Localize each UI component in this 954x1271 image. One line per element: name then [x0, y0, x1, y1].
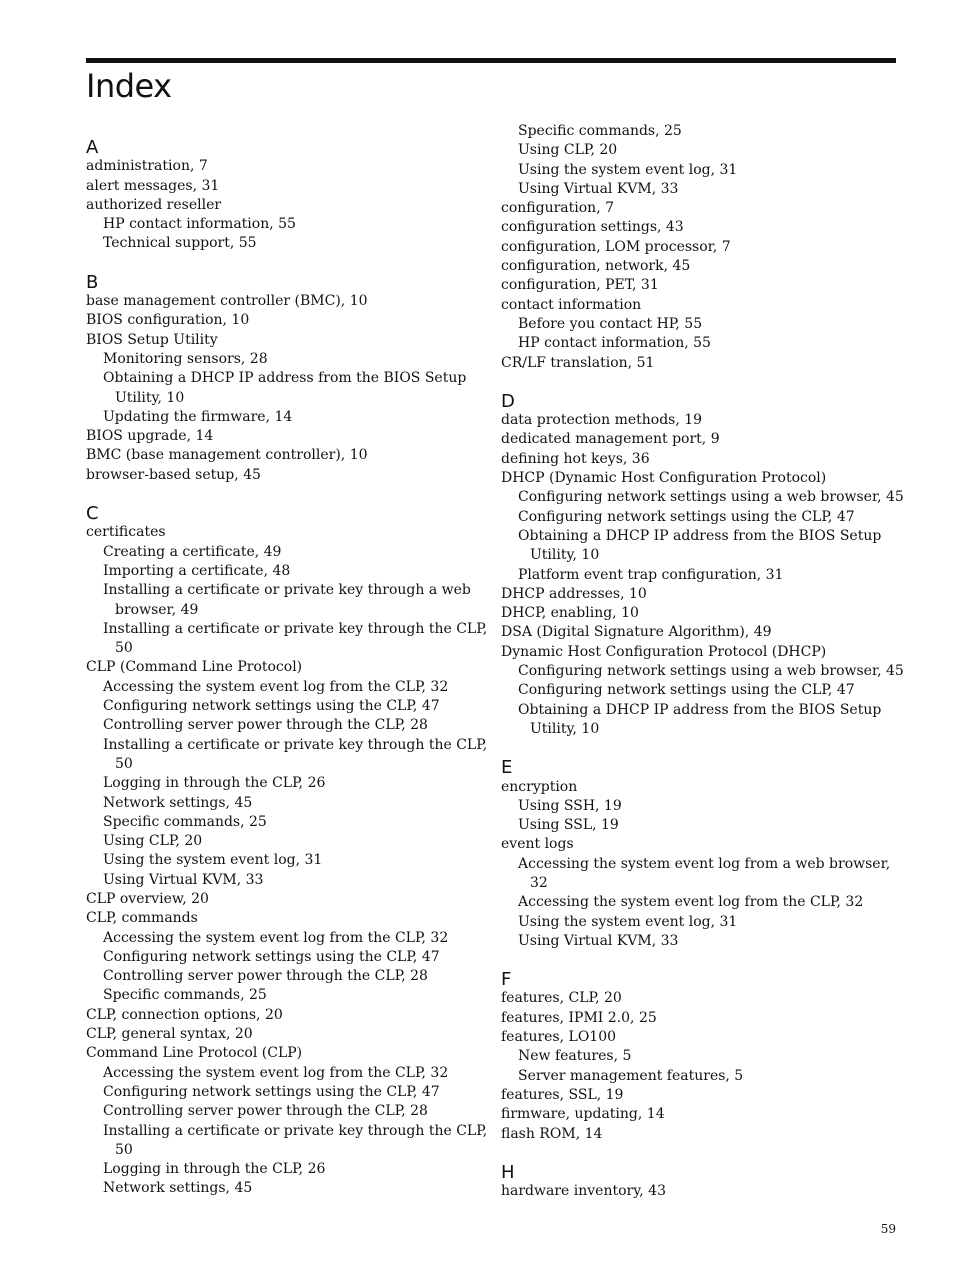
index-subentry: Obtaining a DHCP IP address from the BIOS Setup	[518, 701, 882, 718]
index-subentry: Accessing the system event log from the CLP, 32	[518, 894, 864, 911]
index-entry: authorized reseller	[86, 196, 222, 213]
index-entry: BIOS Setup Utility	[86, 331, 218, 348]
index-subentry: Installing a certificate or private key through the CLP,	[103, 1122, 488, 1139]
index-subentry: Using SSH, 19	[518, 797, 622, 814]
index-subentry: Configuring network settings using the CLP, 47	[103, 1083, 440, 1100]
page-number: 59	[880, 1222, 896, 1236]
index-subentry: Installing a certificate or private key through the CLP,	[103, 736, 488, 753]
index-entry: features, LO100	[501, 1029, 617, 1046]
index-entry: configuration, network, 45	[501, 258, 691, 275]
index-subentry: Using the system event log, 31	[518, 161, 738, 178]
index-entry: alert messages, 31	[86, 177, 220, 194]
index-subentry: Using the system event log, 31	[518, 913, 738, 930]
index-subentry: Installing a certificate or private key through the CLP,	[103, 620, 488, 637]
index-entry: CR/LF translation, 51	[501, 354, 655, 371]
index-subentry: Installing a certificate or private key through a web	[103, 582, 471, 599]
index-subentry: Using SSL, 19	[518, 817, 619, 834]
index-subentry: Controlling server power through the CLP, 28	[103, 717, 428, 734]
index-entry: CLP (Command Line Protocol)	[86, 659, 303, 676]
index-subentry: Configuring network settings using the CLP, 47	[103, 698, 440, 715]
index-entry-continuation: Utility, 10	[115, 389, 185, 406]
index-subentry: Logging in through the CLP, 26	[103, 1161, 326, 1178]
index-letter-heading: C	[86, 503, 99, 525]
page-title: Index	[86, 67, 172, 105]
index-subentry: Creating a certificate, 49	[103, 543, 282, 560]
index-entry: features, SSL, 19	[501, 1086, 624, 1103]
index-entry: CLP overview, 20	[86, 890, 209, 907]
index-subentry: Using Virtual KVM, 33	[518, 932, 679, 949]
index-column-right	[501, 122, 904, 1201]
index-column-left	[86, 138, 486, 1199]
index-entry: flash ROM, 14	[501, 1125, 603, 1142]
index-entry: Command Line Protocol (CLP)	[86, 1045, 303, 1062]
index-subentry: Specific commands, 25	[103, 987, 267, 1004]
index-letter-heading: D	[501, 390, 515, 412]
index-letter-heading: A	[86, 137, 99, 158]
index-entry: encryption	[501, 778, 578, 795]
index-subentry: Configuring network settings using the CLP, 47	[518, 508, 855, 525]
index-entry: dedicated management port, 9	[501, 431, 720, 448]
index-subentry: New features, 5	[518, 1048, 632, 1065]
index-subentry: Configuring network settings using the CLP, 47	[518, 682, 855, 699]
index-entry: CLP, commands	[86, 910, 198, 927]
index-subentry: Obtaining a DHCP IP address from the BIOS Setup	[518, 527, 882, 544]
index-subentry: Monitoring sensors, 28	[103, 350, 268, 367]
index-entry: Dynamic Host Configuration Protocol (DHCP)	[501, 643, 827, 660]
index-entry: certificates	[86, 524, 166, 541]
index-subentry: Accessing the system event log from the CLP, 32	[103, 1064, 449, 1081]
index-letter-heading: H	[501, 1161, 515, 1183]
index-entry: defining hot keys, 36	[501, 450, 650, 467]
index-entry: browser-based setup, 45	[86, 466, 261, 483]
index-entry: features, CLP, 20	[501, 990, 622, 1007]
index-subentry: Specific commands, 25	[103, 813, 267, 830]
index-entry-continuation: 32	[530, 874, 548, 891]
index-subentry: Network settings, 45	[103, 794, 253, 811]
index-subentry: Configuring network settings using a web browser, 45	[518, 489, 904, 506]
index-subentry: Controlling server power through the CLP, 28	[103, 1103, 428, 1120]
index-entry: base management controller (BMC), 10	[86, 293, 368, 310]
index-entry: data protection methods, 19	[501, 412, 703, 429]
index-entry: CLP, connection options, 20	[86, 1006, 283, 1023]
index-subentry: Configuring network settings using a web browser, 45	[518, 663, 904, 680]
index-entry: BMC (base management controller), 10	[86, 447, 368, 464]
index-subentry: Platform event trap configuration, 31	[518, 566, 784, 583]
index-entry: administration, 7	[86, 158, 208, 175]
index-subentry: HP contact information, 55	[518, 335, 711, 352]
index-entry: configuration, 7	[501, 200, 614, 217]
index-subentry: Technical support, 55	[103, 235, 257, 252]
index-subentry: Importing a certificate, 48	[103, 562, 291, 579]
index-entry: DHCP, enabling, 10	[501, 605, 639, 622]
index-entry: BIOS configuration, 10	[86, 312, 250, 329]
index-subentry: Using Virtual KVM, 33	[518, 180, 679, 197]
index-entry-continuation: Utility, 10	[530, 547, 600, 564]
index-subentry: HP contact information, 55	[103, 216, 296, 233]
index-subentry: Before you contact HP, 55	[518, 315, 703, 332]
index-subentry: Using CLP, 20	[103, 833, 203, 850]
index-subentry: Accessing the system event log from a web browser,	[518, 855, 891, 872]
index-entry: configuration settings, 43	[501, 219, 684, 236]
index-subentry: Controlling server power through the CLP, 28	[103, 968, 428, 985]
index-entry: CLP, general syntax, 20	[86, 1026, 253, 1043]
index-entry: contact information	[501, 296, 642, 313]
index-entry: features, IPMI 2.0, 25	[501, 1009, 657, 1026]
index-subentry: Configuring network settings using the CLP, 47	[103, 948, 440, 965]
index-entry: firmware, updating, 14	[501, 1106, 665, 1123]
index-subentry: Obtaining a DHCP IP address from the BIOS Setup	[103, 370, 467, 387]
index-subentry: Updating the firmware, 14	[103, 408, 293, 425]
index-entry: DHCP (Dynamic Host Configuration Protocol)	[501, 470, 827, 487]
index-entry: configuration, PET, 31	[501, 277, 659, 294]
index-subentry: Using CLP, 20	[518, 142, 618, 159]
index-letter-heading: E	[501, 757, 513, 779]
index-entry: BIOS upgrade, 14	[86, 428, 214, 445]
index-entry-continuation: 50	[115, 640, 133, 657]
index-entry-continuation: Utility, 10	[530, 720, 600, 737]
index-subentry: Using the system event log, 31	[103, 852, 323, 869]
index-letter-heading: B	[86, 271, 99, 293]
index-subentry: Using Virtual KVM, 33	[103, 871, 264, 888]
index-entry: event logs	[501, 836, 574, 853]
index-entry-continuation: browser, 49	[115, 601, 199, 618]
index-subentry: Accessing the system event log from the CLP, 32	[103, 678, 449, 695]
index-subentry: Logging in through the CLP, 26	[103, 775, 326, 792]
index-subentry: Network settings, 45	[103, 1180, 253, 1197]
index-entry: configuration, LOM processor, 7	[501, 238, 731, 255]
title-rule	[86, 58, 896, 63]
index-letter-heading: F	[501, 969, 512, 991]
index-subentry: Specific commands, 25	[518, 123, 682, 139]
index-subentry: Accessing the system event log from the CLP, 32	[103, 929, 449, 946]
index-entry-continuation: 50	[115, 755, 133, 772]
index-entry-continuation: 50	[115, 1141, 133, 1158]
index-entry: hardware inventory, 43	[501, 1183, 666, 1200]
index-entry: DHCP addresses, 10	[501, 585, 647, 602]
index-subentry: Server management features, 5	[518, 1067, 744, 1084]
index-entry: DSA (Digital Signature Algorithm), 49	[501, 624, 772, 641]
